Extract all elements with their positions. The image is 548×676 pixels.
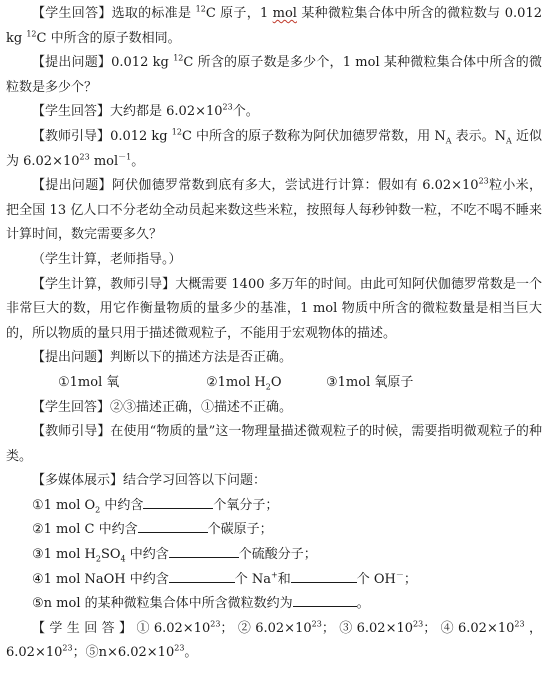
answer-blank[interactable] — [169, 545, 239, 558]
question-item-1: ①1 mol $O_2$ 中约含 个氧分子； — [32, 497, 279, 515]
answer-blank[interactable] — [138, 520, 208, 533]
option-3: ③1mol 氧原子 — [326, 374, 414, 390]
tag-multimedia: 【多媒体展示】 — [32, 473, 124, 489]
answer-blank[interactable] — [143, 496, 213, 509]
options-row — [6, 371, 542, 396]
spellcheck-word: mol — [272, 6, 297, 21]
paragraph-student-teacher: 【学生计算，教师引导】大概需要 1400 多万年的时间。由此可知阿伏伽德罗常数是一个非常巨大的数，用它作衡量物质的量多少的基准，1 mol 物质中所含的微粒数量是相当巨大的，所以物质的量只用于描述微观粒子，不能用于宏观物体的描述。 — [6, 276, 542, 341]
tag-question: 【提出问题】 — [32, 350, 111, 366]
tag-teacher-guide: 【教师引导】 — [32, 128, 111, 144]
question-item-2: ②1 mol C 中约含 个碳原子； — [32, 522, 273, 538]
tag-question: 【提出问题】 — [32, 178, 112, 194]
tag-student-teacher: 【学生计算，教师引导】 — [32, 276, 176, 292]
option-2: ②1mol $H_2O$ — [206, 374, 282, 392]
tag-student-answer: 【学生回答】 — [32, 6, 112, 21]
answer-blank[interactable] — [293, 594, 357, 607]
tag-student-answer: 【学生回答】 — [32, 620, 137, 636]
question-item-5: ⑤n mol 的某种微粒集合体中所含微粒数约为 。 — [32, 596, 370, 612]
answer-blank[interactable] — [169, 570, 235, 583]
paragraph-student-answer-2: 【学生回答】大约都是 $6.02\times 10^{23}$个。 — [32, 103, 259, 120]
question-item-4: ④1 mol NaOH 中约含 个 Na+和 个 OH－； — [32, 570, 417, 587]
option-1: ①1mol 氧 — [58, 374, 120, 390]
paragraph-note: （学生计算，老师指导。） — [32, 251, 182, 267]
answer-blank[interactable] — [291, 570, 357, 583]
paragraph-question-1: 【提出问题】0.012 kg $^{12}$C 所含的原子数是多少个，1 mol 某种微粒集合体中所含的微粒数是多少个？ — [6, 53, 542, 95]
paragraph-teacher-guide-1: 【教师引导】0.012 kg $^{12}$C 中所含的原子数称为阿伏加德罗常数，用 $N_A$ 表示。$N_A$ 近似为 $6.02\times 10^{23}$ mol$^{-1}$。 — [6, 127, 542, 169]
paragraph-student-answer-4: 【学生回答】$①6.02\times 10^{23}$；$②6.02\times 10^{23}$；$③6.02\times 10^{23}$；$④6.02\times 10^{23}$，$6.02\times 10^{23}$；$⑤n\times 6.02\times 10^{23}$。 — [6, 619, 542, 661]
paragraph-multimedia: 【多媒体展示】结合学习回答以下问题： — [32, 473, 267, 489]
paragraph-teacher-guide-2: 【教师引导】在使用“物质的量”这一物理量描述微观粒子的时候，需要指明微观粒子的种类。 — [6, 424, 542, 464]
paragraph-student-answer-3: 【学生回答】②③描述正确，①描述不正确。 — [32, 399, 293, 415]
tag-student-answer: 【学生回答】 — [32, 104, 111, 120]
paragraph-question-2: 【提出问题】阿伏伽德罗常数到底有多大，尝试进行计算：假如有 $6.02\times 10^{23}$粒小米，把全国 13 亿人口不分老幼全动员起来数这些米粒，按照每人每秒钟数一粒，不吃不喝不睡来计算时间，数完需要多久？ — [6, 176, 542, 243]
tag-teacher-guide: 【教师引导】 — [32, 424, 111, 440]
tag-student-answer: 【学生回答】 — [32, 399, 111, 415]
question-item-3: ③1 mol $H_2SO_4$ 中约含 个硫酸分子； — [32, 547, 317, 564]
paragraph-question-3: 【提出问题】判断以下的描述方法是否正确。 — [32, 350, 293, 366]
tag-question: 【提出问题】 — [32, 55, 112, 71]
paragraph-student-answer-1: 【学生回答】选取的标准是 $^{12}$C 原子，1 mol 某种微粒集合体中所含的微粒数与 0.012 kg $^{12}$C 中所含的原子数相同。 — [6, 4, 542, 46]
